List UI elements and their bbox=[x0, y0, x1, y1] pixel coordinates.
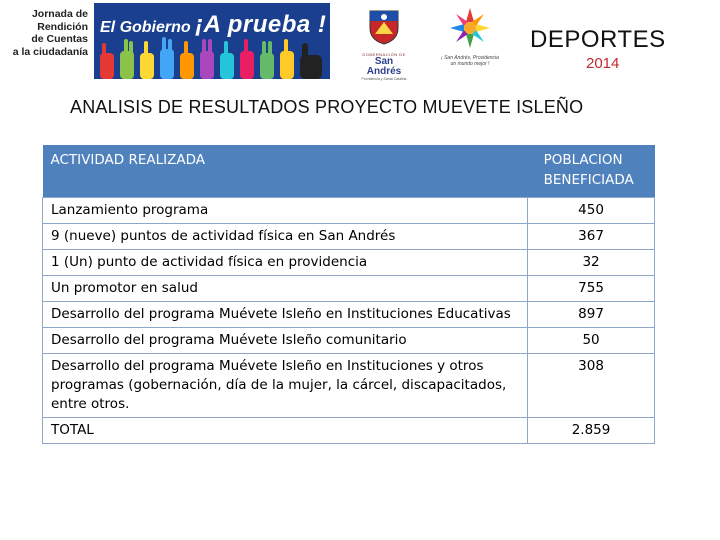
section-title: DEPORTES bbox=[530, 26, 666, 53]
total-label-cell: TOTAL bbox=[43, 418, 528, 444]
hands-logo-icon bbox=[94, 35, 330, 79]
table-row bbox=[43, 250, 655, 276]
activity-cell: 1 (Un) punto de actividad física en providencia bbox=[43, 250, 528, 276]
table-row bbox=[43, 354, 655, 418]
sun-text-1: ¡ San Andrés, Providencia bbox=[441, 55, 499, 61]
jornada-line: de Cuentas bbox=[31, 33, 88, 45]
crest-icon bbox=[367, 8, 401, 46]
header-banner bbox=[0, 0, 720, 85]
population-cell: 450 bbox=[528, 198, 655, 224]
crest-sub: Providencia y Santa Catalina bbox=[361, 77, 407, 81]
col-header-activity: ACTIVIDAD REALIZADA bbox=[43, 145, 528, 198]
crest-small-text: GOBERNACIÓN DE bbox=[362, 52, 406, 57]
activity-cell: Un promotor en salud bbox=[43, 276, 528, 302]
population-cell: 367 bbox=[528, 224, 655, 250]
activity-cell: Desarrollo del programa Muévete Isleño en Instituciones y otros programas (gobernación, día de la mujer, la cárcel, discapacitados, entre otros. bbox=[43, 354, 528, 418]
table-header-row bbox=[43, 145, 655, 198]
col-header-population bbox=[528, 145, 655, 198]
population-cell: 50 bbox=[528, 328, 655, 354]
col-header-population-line2: BENEFICIADA bbox=[543, 172, 634, 188]
table-total-row bbox=[43, 418, 655, 444]
jornada-line: Jornada de bbox=[31, 8, 88, 20]
population-cell: 308 bbox=[528, 354, 655, 418]
sun-logo-icon bbox=[448, 6, 492, 50]
page-title: ANALISIS DE RESULTADOS PROYECTO MUEVETE ISLEÑO bbox=[70, 97, 584, 117]
crest-logo bbox=[358, 8, 410, 81]
activity-cell: Desarrollo del programa Muévete Isleño en Instituciones Educativas bbox=[43, 302, 528, 328]
jornada-logo-text bbox=[2, 8, 88, 58]
table-row bbox=[43, 328, 655, 354]
sun-text-2: un mundo mejor ! bbox=[450, 61, 490, 67]
activity-cell: Desarrollo del programa Muévete Isleño comunitario bbox=[43, 328, 528, 354]
jornada-line: Rendición bbox=[37, 20, 88, 33]
gobierno-prefix: El Gobierno bbox=[100, 19, 191, 36]
total-value-cell: 2.859 bbox=[528, 418, 655, 444]
activity-cell: 9 (nueve) puntos de actividad física en San Andrés bbox=[43, 224, 528, 250]
table-row bbox=[43, 276, 655, 302]
population-cell: 897 bbox=[528, 302, 655, 328]
activity-cell: Lanzamiento programa bbox=[43, 198, 528, 224]
gobierno-a-prueba-logo bbox=[94, 3, 330, 79]
section-year: 2014 bbox=[586, 55, 620, 72]
table-row bbox=[43, 198, 655, 224]
results-table bbox=[42, 145, 655, 444]
table-row bbox=[43, 302, 655, 328]
gobierno-slogan-big: ¡A prueba ! bbox=[195, 11, 327, 38]
col-header-population-line1: POBLACION bbox=[543, 152, 623, 168]
table-row bbox=[43, 224, 655, 250]
jornada-line: a la ciudadanía bbox=[12, 45, 88, 58]
crest-name: San Andrés bbox=[366, 56, 402, 77]
population-cell: 32 bbox=[528, 250, 655, 276]
sun-logo bbox=[438, 6, 502, 76]
population-cell: 755 bbox=[528, 276, 655, 302]
